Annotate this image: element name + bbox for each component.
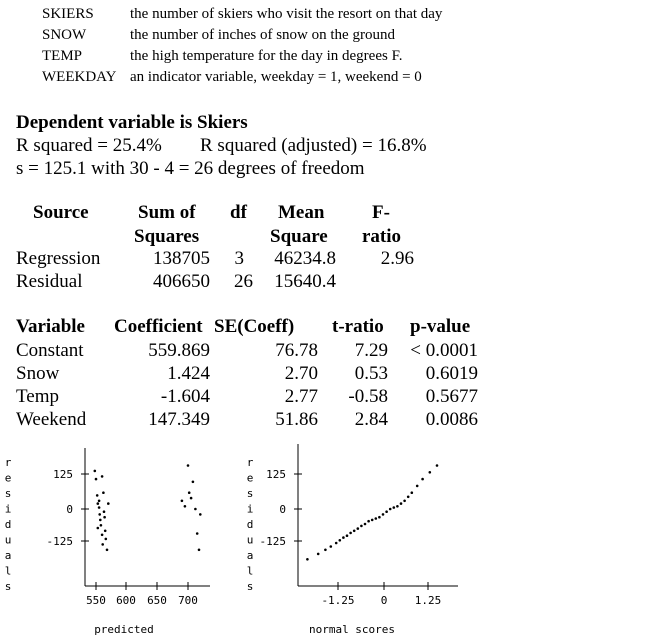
data-point <box>188 491 191 494</box>
data-point <box>98 506 101 509</box>
y-axis-label-letter: i <box>4 502 12 516</box>
data-point <box>335 542 338 545</box>
y-axis-label-letter: l <box>4 564 12 578</box>
coef-se: 76.78 <box>275 340 318 361</box>
y-ticks <box>47 468 90 548</box>
data-points <box>306 464 438 560</box>
data-point <box>416 485 419 488</box>
data-point <box>181 500 184 503</box>
data-point <box>101 534 104 537</box>
data-point <box>104 530 107 533</box>
y-axis-label <box>5 456 12 593</box>
anova-ss: 138705 <box>153 248 210 269</box>
anova-source: Regression <box>16 248 101 269</box>
data-point <box>107 502 110 505</box>
coef-variable: Snow <box>16 363 60 384</box>
residuals-vs-predicted-plot <box>5 448 210 636</box>
coef-variable: Constant <box>16 340 84 361</box>
y-axis-label-letter: l <box>246 564 254 578</box>
anova-ms: 46234.8 <box>274 248 336 269</box>
std-error-line: s = 125.1 with 30 - 4 = 26 degrees of freedom <box>16 158 365 179</box>
anova-ss: 406650 <box>153 271 210 292</box>
y-tick-label: -125 <box>259 535 286 548</box>
variable-description: the number of inches of snow on the ground <box>130 27 395 43</box>
y-ticks <box>260 468 303 548</box>
data-point <box>324 549 327 552</box>
data-point <box>100 524 103 527</box>
data-point <box>199 513 202 516</box>
coef-t: 7.29 <box>354 340 388 361</box>
data-point <box>196 532 199 535</box>
data-point <box>385 510 388 513</box>
data-point <box>421 478 424 481</box>
coef-t: -0.58 <box>348 386 388 407</box>
data-point <box>317 553 320 556</box>
anova-df: 3 <box>234 248 244 269</box>
coef-header-coefficient: Coefficient <box>114 316 203 337</box>
data-point <box>106 549 109 552</box>
coef-value: -1.604 <box>160 386 210 407</box>
y-axis-label-letter: e <box>4 471 12 485</box>
coef-header-se: SE(Coeff) <box>214 316 295 337</box>
anova-header-ms: Mean <box>278 202 325 223</box>
coef-t: 0.53 <box>354 363 388 384</box>
coef-value: 147.349 <box>148 409 210 430</box>
residual-plots <box>0 438 650 638</box>
coef-header-t: t-ratio <box>332 316 384 337</box>
data-point <box>411 491 414 494</box>
data-point <box>103 510 106 513</box>
data-point <box>353 530 356 533</box>
data-point <box>96 494 99 497</box>
y-axis-label-letter: a <box>4 549 12 562</box>
data-point <box>375 517 378 520</box>
data-point <box>190 497 193 500</box>
coef-se: 2.70 <box>284 363 318 384</box>
y-axis-label-letter: s <box>4 487 12 500</box>
variable-name: SKIERS <box>42 6 94 22</box>
anova-header-f: F- <box>372 202 390 223</box>
coef-p: 0.0086 <box>425 409 478 430</box>
data-point <box>198 549 201 552</box>
coef-value: 1.424 <box>167 363 210 384</box>
y-axis-label-letter: r <box>246 456 254 469</box>
data-point <box>187 464 190 467</box>
data-point <box>97 527 100 530</box>
x-tick-label: -1.25 <box>321 594 355 607</box>
data-point <box>99 519 102 522</box>
data-point <box>184 505 187 508</box>
data-point <box>98 500 101 503</box>
y-tick-label: 0 <box>66 503 73 516</box>
y-axis-label <box>247 456 254 593</box>
x-axis-label: predicted <box>94 623 154 636</box>
data-points <box>94 464 202 551</box>
data-point <box>94 470 97 473</box>
y-axis-label-letter: d <box>4 518 12 531</box>
variable-description: the number of skiers who visit the resort on that day <box>130 6 443 22</box>
data-point <box>382 513 385 516</box>
variable-description: the high temperature for the day in degrees F. <box>130 48 403 64</box>
anova-df: 26 <box>234 271 253 292</box>
data-point <box>400 502 403 505</box>
data-point <box>378 516 381 519</box>
data-point <box>339 539 342 542</box>
coef-se: 2.77 <box>284 386 318 407</box>
y-axis-label-letter: u <box>4 533 12 547</box>
x-tick-label: 0 <box>380 594 388 607</box>
variable-name: SNOW <box>42 27 87 43</box>
data-point <box>306 558 309 561</box>
data-point <box>407 496 410 499</box>
x-tick-label: 1.25 <box>414 594 442 607</box>
r-squared: R squared = 25.4% <box>16 135 162 156</box>
anova-header-df: df <box>230 202 247 223</box>
y-tick-label: 125 <box>266 468 286 481</box>
y-axis-label-letter: d <box>246 518 254 531</box>
data-point <box>102 491 105 494</box>
y-axis-label-letter: r <box>4 456 12 469</box>
anova-header-ss: Sum of <box>138 202 196 223</box>
data-point <box>98 513 101 516</box>
data-point <box>97 502 100 505</box>
variable-name: WEEKDAY <box>42 69 117 85</box>
data-point <box>194 508 197 511</box>
coef-se: 51.86 <box>275 409 318 430</box>
summary-title: Dependent variable is Skiers <box>16 112 248 133</box>
y-axis-label-letter: s <box>246 580 254 593</box>
y-axis-label-letter: s <box>4 580 12 593</box>
data-point <box>192 481 195 484</box>
r-squared-adjusted: R squared (adjusted) = 16.8% <box>200 135 427 156</box>
y-axis-label-letter: e <box>246 471 254 485</box>
anova-header-f: ratio <box>362 226 402 247</box>
anova-header-ss: Squares <box>134 226 200 247</box>
data-point <box>371 519 374 522</box>
normal-probability-plot <box>247 444 458 636</box>
coef-p: 0.5677 <box>425 386 478 407</box>
coef-variable: Temp <box>16 386 59 407</box>
data-point <box>429 471 432 474</box>
coef-value: 559.869 <box>148 340 210 361</box>
data-point <box>389 508 392 511</box>
anova-header-ms: Square <box>270 226 328 247</box>
x-tick-label: 550 <box>86 594 106 607</box>
coef-variable: Weekend <box>16 409 87 430</box>
data-point <box>342 536 345 539</box>
data-point <box>360 525 363 528</box>
coef-header-variable: Variable <box>16 316 85 337</box>
y-tick-label: -125 <box>46 535 73 548</box>
data-point <box>101 475 104 478</box>
anova-ms: 15640.4 <box>274 271 336 292</box>
data-point <box>393 506 396 509</box>
x-axis-label: normal scores <box>308 623 396 636</box>
coef-header-p: p-value <box>410 316 471 337</box>
data-point <box>436 464 439 467</box>
variable-name: TEMP <box>42 48 83 64</box>
anova-source: Residual <box>16 271 83 292</box>
data-point <box>396 505 399 508</box>
x-tick-label: 600 <box>116 594 136 607</box>
data-point <box>330 545 333 548</box>
data-point <box>95 478 98 481</box>
anova-f: 2.96 <box>380 248 414 269</box>
data-point <box>101 543 104 546</box>
data-point <box>364 523 367 526</box>
data-point <box>367 520 370 523</box>
coef-t: 2.84 <box>354 409 388 430</box>
y-axis-label-letter: u <box>246 533 254 547</box>
y-axis-label-letter: i <box>246 502 254 516</box>
anova-header-source: Source <box>33 202 89 223</box>
x-tick-label: 650 <box>147 594 167 607</box>
data-point <box>357 527 360 530</box>
coef-p: < 0.0001 <box>410 340 478 361</box>
y-tick-label: 0 <box>279 503 286 516</box>
y-axis-label-letter: a <box>246 549 254 562</box>
data-point <box>346 534 349 537</box>
y-tick-label: 125 <box>53 468 73 481</box>
coef-p: 0.6019 <box>425 363 478 384</box>
data-point <box>403 500 406 503</box>
data-point <box>349 532 352 535</box>
variable-description: an indicator variable, weekday = 1, weekend = 0 <box>130 69 422 85</box>
data-point <box>105 538 108 541</box>
y-axis-label-letter: s <box>246 487 254 500</box>
x-tick-label: 700 <box>178 594 198 607</box>
data-point <box>103 516 106 519</box>
